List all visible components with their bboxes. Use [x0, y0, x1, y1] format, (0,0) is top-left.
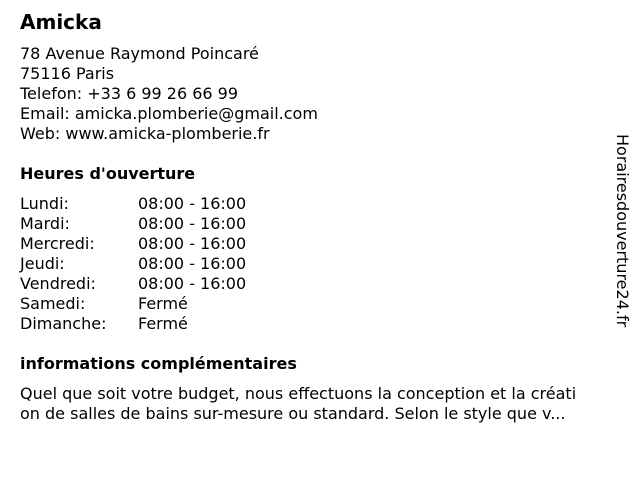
hours-time: 08:00 - 16:00: [138, 274, 247, 293]
info-text-line: on de salles de bains sur-mesure ou standard. Selon le style que v...: [20, 404, 566, 423]
hours-row-lundi: [20, 194, 246, 214]
hours-table: [20, 194, 246, 334]
hours-time: 08:00 - 16:00: [138, 194, 247, 213]
hours-row-mardi: [20, 214, 246, 234]
hours-row-dimanche: [20, 314, 246, 334]
hours-day: Samedi:: [20, 294, 86, 313]
hours-day: Jeudi:: [20, 254, 65, 273]
hours-time: Fermé: [138, 314, 188, 333]
phone-line[interactable]: Telefon: +33 6 99 26 66 99: [20, 84, 239, 103]
info-text-line: Quel que soit votre budget, nous effectuons la conception et la créati: [20, 384, 577, 403]
hours-row-samedi: [20, 294, 246, 314]
hours-row-mercredi: [20, 234, 246, 254]
hours-time: Fermé: [138, 294, 188, 313]
info-heading: informations complémentaires: [20, 354, 297, 373]
hours-day: Mardi:: [20, 214, 70, 233]
side-brand-text[interactable]: Horairesdouverture24.fr: [613, 134, 632, 328]
hours-day: Vendredi:: [20, 274, 96, 293]
hours-day: Dimanche:: [20, 314, 107, 333]
hours-time: 08:00 - 16:00: [138, 214, 247, 233]
hours-row-jeudi: [20, 254, 246, 274]
hours-day: Lundi:: [20, 194, 69, 213]
hours-row-vendredi: [20, 274, 246, 294]
web-line[interactable]: Web: www.amicka-plomberie.fr: [20, 124, 270, 143]
address-city: 75116 Paris: [20, 64, 115, 83]
info-text: [20, 384, 620, 424]
hours-time: 08:00 - 16:00: [138, 254, 247, 273]
contact-block: [20, 44, 318, 144]
hours-day: Mercredi:: [20, 234, 95, 253]
address-street: 78 Avenue Raymond Poincaré: [20, 44, 259, 63]
hours-heading: Heures d'ouverture: [20, 164, 196, 183]
email-line[interactable]: Email: amicka.plomberie@gmail.com: [20, 104, 318, 123]
business-name: Amicka: [20, 10, 102, 34]
hours-time: 08:00 - 16:00: [138, 234, 247, 253]
